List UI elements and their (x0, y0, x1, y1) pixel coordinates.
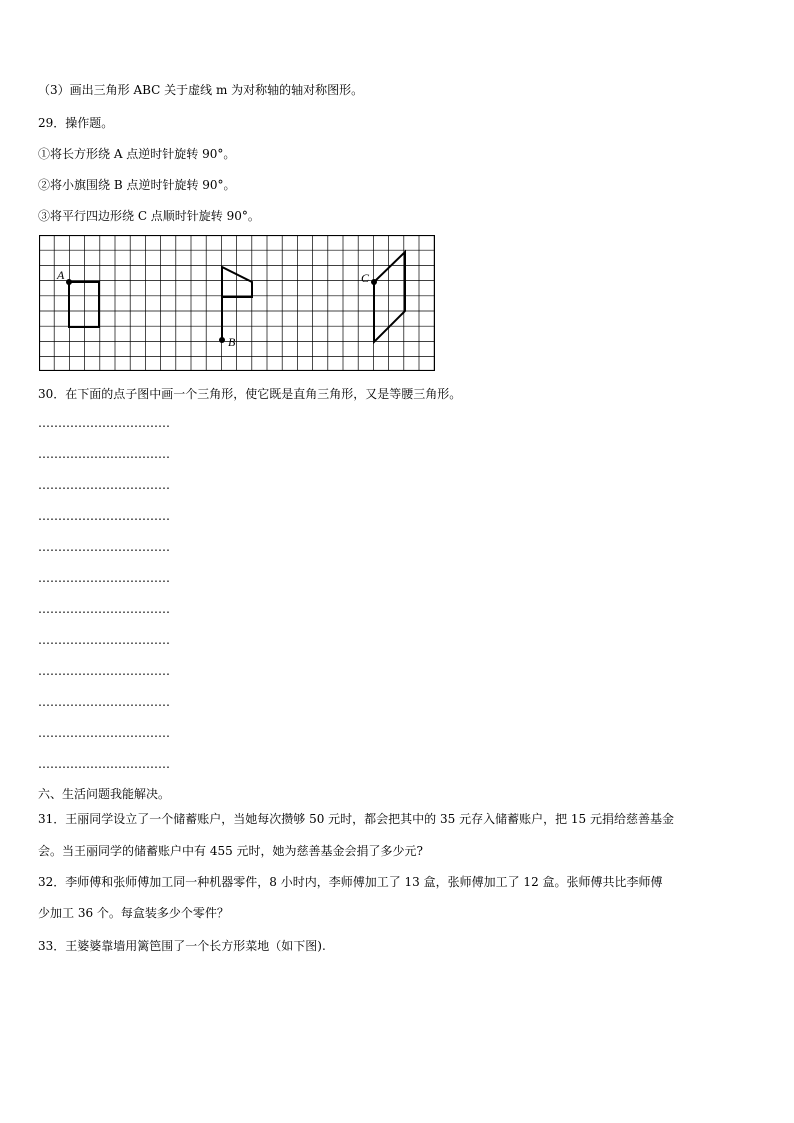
dot-row: …………………………… (38, 633, 170, 647)
point-a (66, 279, 72, 285)
q29-title: 29．操作题。 (38, 116, 114, 130)
point-c (371, 279, 377, 285)
q29-item-2: ②将小旗围绕 B 点逆时针旋转 90°。 (38, 178, 236, 192)
q29-item-1: ①将长方形绕 A 点逆时针旋转 90°。 (38, 147, 236, 161)
dot-row: …………………………… (38, 416, 170, 430)
q28-part3: （3）画出三角形 ABC 关于虚线 m 为对称轴的轴对称图形。 (38, 83, 364, 97)
q32-line-2: 少加工 36 个。每盒装多少个零件？ (38, 906, 229, 920)
q33-line-1: 33．王婆婆靠墙用篱笆围了一个长方形菜地（如下图). (38, 939, 326, 953)
dot-row: …………………………… (38, 478, 170, 492)
q29-item-3: ③将平行四边形绕 C 点顺时针旋转 90°。 (38, 209, 260, 223)
dot-row: …………………………… (38, 757, 170, 771)
section-6-title: 六、生活问题我能解决。 (38, 787, 171, 801)
dot-row: …………………………… (38, 540, 170, 554)
label-a: A (57, 268, 65, 282)
dot-row: …………………………… (38, 602, 170, 616)
dot-row: …………………………… (38, 726, 170, 740)
dot-row: …………………………… (38, 509, 170, 523)
q30-title: 30．在下面的点子图中画一个三角形，使它既是直角三角形，又是等腰三角形。 (38, 387, 462, 401)
dot-row: …………………………… (38, 664, 170, 678)
dot-row: …………………………… (38, 571, 170, 585)
q32-line-1: 32．李师傅和张师傅加工同一种机器零件，8 小时内，李师傅加工了 13 盒，张师傅加工了 12 盒。张师傅共比李师傅 (38, 875, 663, 889)
q31-line-1: 31．王丽同学设立了一个储蓄账户，当她每次攒够 50 元时，都会把其中的 35 元存入储蓄账户，把 15 元捐给慈善基金 (38, 812, 674, 826)
flag-shape (222, 267, 252, 340)
rectangle-shape (69, 282, 99, 327)
point-b (219, 337, 225, 343)
dot-row: …………………………… (38, 695, 170, 709)
label-b: B (228, 335, 236, 349)
q31-line-2: 会。当王丽同学的储蓄账户中有 455 元时，她为慈善基金会捐了多少元? (38, 844, 423, 858)
dot-row: …………………………… (38, 447, 170, 461)
rotation-grid-figure (39, 235, 435, 371)
label-c: C (361, 271, 370, 285)
